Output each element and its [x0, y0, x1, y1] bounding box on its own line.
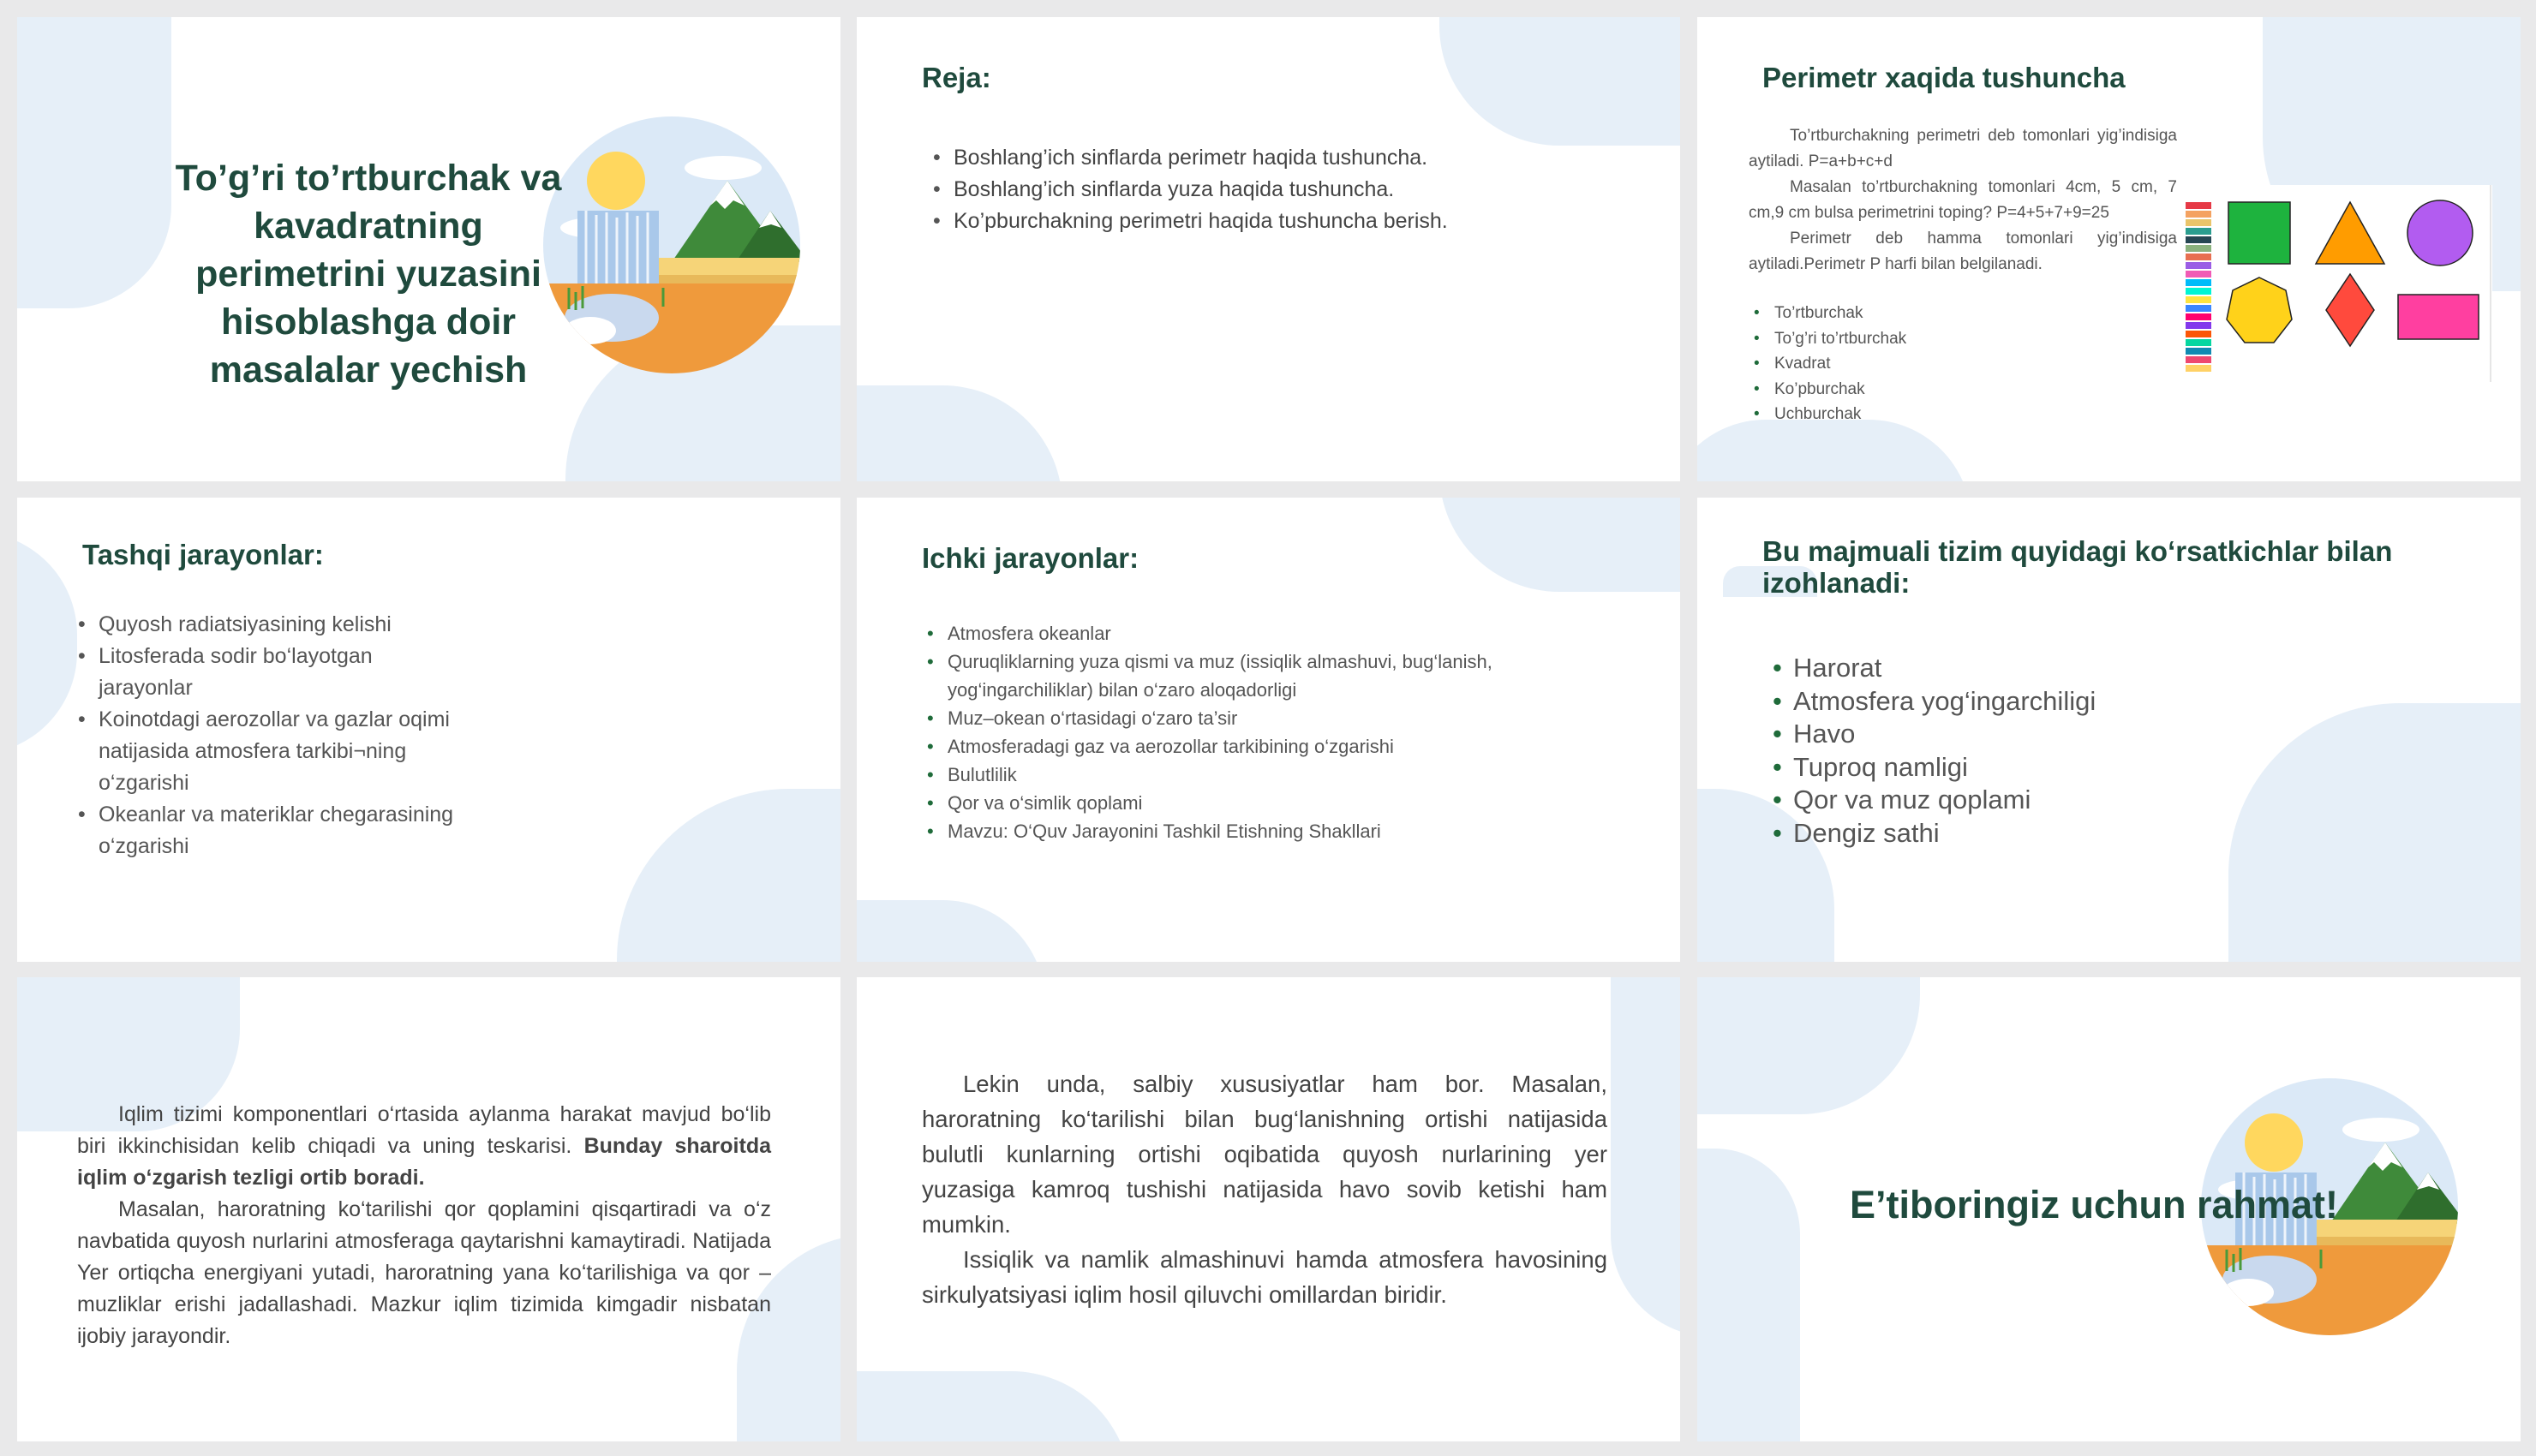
background-shape — [857, 1371, 1131, 1441]
list-item: • Boshlang’ich sinflarda perimetr haqida tushuncha. — [954, 142, 1553, 174]
background-shape — [1697, 1149, 1800, 1441]
list-item: • Okeanlar va materiklar chegarasining o‘zgarishi — [99, 799, 458, 862]
slide-indicators[interactable] — [1697, 498, 2521, 962]
list-item: • Koinotdagi aerozollar va gazlar oqimi natijasida atmosfera tarkibi¬ning o‘zgarishi — [99, 704, 458, 799]
background-shape — [1697, 977, 1920, 1114]
list-item: • Litosferada sodir bo‘layotgan jarayonlar — [99, 641, 458, 704]
rectangle-shape — [2398, 295, 2479, 339]
background-shape — [1611, 977, 1680, 1337]
slide-internal-processes[interactable] — [857, 498, 1680, 962]
list-item: • To’g’ri to’rtburchak — [1774, 326, 1906, 352]
background-shape — [617, 789, 840, 962]
paragraph: Issiqlik va namlik almashinuvi hamda atmosfera havosining sirkulyatsiyasi iqlim hosil qiluvchi omillardan biridir. — [922, 1246, 1607, 1308]
list-item: • Atmosferadagi gaz va aerozollar tarkibining o‘zgarishi — [948, 732, 1616, 761]
list-item: • Bulutlilik — [948, 761, 1616, 789]
slide-perimeter[interactable] — [1697, 17, 2521, 481]
background-shape — [17, 532, 77, 755]
list-item: • Ko’pburchakning perimetri haqida tushuncha berish. — [954, 206, 1553, 237]
external-list — [99, 609, 458, 862]
square-shape — [2228, 202, 2290, 264]
background-shape — [2228, 703, 2521, 962]
external-heading: Tashqi jarayonlar: — [82, 539, 324, 570]
paragraph: Lekin unda, salbiy xususiyatlar ham bor. Masalan, haroratning ko‘tarilishi bilan bug‘lanishning ortishi natijasida bulutli kunlarning ortishi oqibatida quyosh nurlarining yer yuzasiga kamroq tushishi natijasida havo sovib ketishi ham mumkin. — [922, 1071, 1607, 1238]
list-item: • Havo — [1793, 718, 2096, 751]
slide-title[interactable] — [17, 17, 840, 481]
paragraph: To’rtburchakning perimetri deb tomonlari yig’indisiga aytiladi. P=a+b+c+d — [1749, 127, 2177, 170]
indicators-heading: Bu majmuali tizim quyidagi ko‘rsatkichlar bilan izohlanadi: — [1762, 535, 2393, 599]
list-item: • Uchburchak — [1774, 402, 1906, 427]
paragraph-bold-text: Bunday sharoitda iqlim o‘zgarish tezligi ortib boradi. — [77, 1134, 771, 1190]
list-item: • Atmosfera okeanlar — [948, 619, 1616, 647]
background-shape — [1697, 420, 1971, 481]
plan-list — [954, 142, 1553, 237]
background-shape — [1439, 17, 1680, 146]
list-item: • Kvadrat — [1774, 351, 1906, 377]
crayons-icon — [2186, 202, 2211, 373]
nature-illustration — [543, 116, 800, 373]
list-item: • Quyosh radiatsiyasining kelishi — [99, 609, 458, 641]
perimeter-heading: Perimetr xaqida tushuncha — [1762, 62, 2126, 93]
slide-plan[interactable] — [857, 17, 1680, 481]
slide-climate-text-1[interactable] — [17, 977, 840, 1441]
shape-list — [1774, 301, 1906, 427]
circle-shape — [2407, 200, 2473, 266]
background-shape — [857, 385, 1062, 481]
internal-list — [948, 619, 1616, 845]
slide-climate-text-2[interactable] — [857, 977, 1680, 1441]
indicators-list — [1793, 652, 2096, 850]
list-item: • Boshlang’ich sinflarda yuza haqida tushuncha. — [954, 174, 1553, 206]
background-shape — [17, 17, 171, 308]
list-item: • Ko’pburchak — [1774, 377, 1906, 403]
list-item: • Harorat — [1793, 652, 2096, 685]
slide-thanks[interactable] — [1697, 977, 2521, 1441]
internal-heading: Ichki jarayonlar: — [922, 542, 1139, 574]
list-item: • Atmosfera yog‘ingarchiligi — [1793, 685, 2096, 719]
plan-heading: Reja: — [922, 62, 991, 93]
paragraph: Perimetr deb hamma tomonlari yig’indisiga aytiladi.Perimetr P harfi bilan belgilanadi. — [1749, 230, 2177, 273]
thanks-text: E’tiboringiz uchun rahmat! — [1850, 1183, 2338, 1226]
paragraph-text: Iqlim tizimi komponentlari o‘rtasida aylanma harakat mavjud bo‘lib biri ikkinchisidan kelib chiqadi va uning teskarisi. — [77, 1102, 771, 1158]
list-item: • Qor va o‘simlik qoplami — [948, 789, 1616, 817]
background-shape — [857, 900, 1045, 962]
slide-title-text: To’g’ri to’rtburchak va kavadratning perimetrini yuzasini hisoblashga doir masalalar yechish — [175, 158, 562, 391]
paragraph: Masalan, haroratning ko‘tarilishi qor qoplamini qisqartiradi va o‘z navbatida quyosh nurlarini atmosferaga qaytarishni kamaytiradi. Natijada Yer ortiqcha energiyani yutadi, haroratning yana ko‘tarilishiga va qor – muzliklar erishi jadallashadi. Mazkur iqlim tizimida kimgadir nisbatan ijobiy jarayondir. — [77, 1197, 771, 1348]
list-item: • To’rtburchak — [1774, 301, 1906, 326]
slide-external-processes[interactable] — [17, 498, 840, 962]
climate-text-1 — [77, 1099, 771, 1352]
list-item: • Muz–okean o‘rtasidagi o‘zaro ta’sir — [948, 704, 1616, 732]
list-item: • Mavzu: O‘Quv Jarayonini Tashkil Etishning Shakllari — [948, 817, 1616, 845]
paragraph — [77, 1099, 771, 1194]
shapes-image — [2184, 185, 2492, 382]
perimeter-text — [1749, 123, 2177, 277]
list-item: • Dengiz sathi — [1793, 817, 2096, 850]
list-item: • Qor va muz qoplami — [1793, 784, 2096, 817]
background-shape — [1439, 498, 1680, 592]
climate-text-2 — [922, 1066, 1607, 1312]
list-item: • Quruqliklarning yuza qismi va muz (issiqlik almashuvi, bug‘lanish, yog‘ingarchiliklar) bilan o‘zaro aloqadorligi — [948, 647, 1616, 704]
list-item: • Tuproq namligi — [1793, 751, 2096, 785]
paragraph: Masalan to’rtburchakning tomonlari 4cm, 5 cm, 7 cm,9 cm bulsa perimetrini toping? P=4+5+7+9=25 — [1749, 178, 2177, 222]
